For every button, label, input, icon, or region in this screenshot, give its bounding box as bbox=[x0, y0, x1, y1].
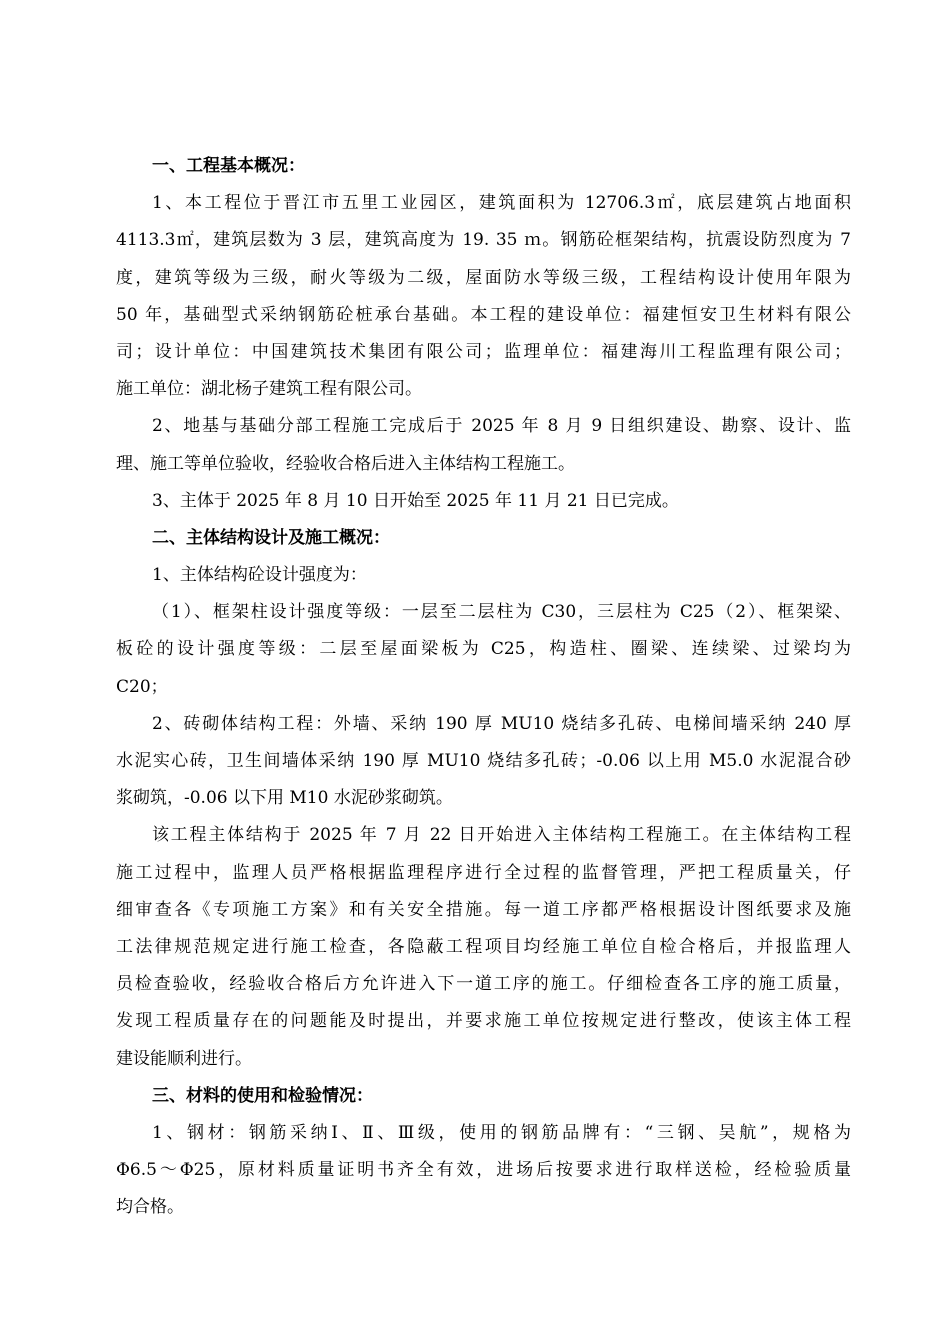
text-line: 浆砌筑，-0.06 以下用 M10 水泥砂浆砌筑。 bbox=[116, 788, 453, 809]
text-line: 4113.3㎡，建筑层数为 3 层，建筑高度为 19. 35 ｍ。钢筋砼框架结构，抗震设防烈度为 7 bbox=[116, 230, 851, 251]
text-line: 1、钢材：钢筋采纳Ⅰ、Ⅱ、Ⅲ级，使用的钢筋品牌有：“三钢、吴航”，规格为 bbox=[152, 1122, 851, 1143]
text-line: Φ6.5～Φ25，原材料质量证明书齐全有效，进场后按要求进行取样送检，经检验质量 bbox=[116, 1160, 851, 1181]
text-line: 均合格。 bbox=[116, 1197, 184, 1218]
text-line: 细审查各《专项施工方案》和有关安全措施。每一道工序都严格根据设计图纸要求及施 bbox=[116, 899, 851, 920]
text-line: 水泥实心砖，卫生间墙体采纳 190 厚 MU10 烧结多孔砖；-0.06 以上用 M5.0 水泥混合砂 bbox=[116, 751, 851, 771]
text-line: C20； bbox=[116, 676, 168, 697]
section-heading: 二、主体结构设计及施工概况： bbox=[152, 527, 390, 548]
section-heading: 一、工程基本概况： bbox=[152, 156, 305, 176]
text-line: 2、地基与基础分部工程施工完成后于 2025 年 8 月 9 日组织建设、勘察、设计、监 bbox=[152, 416, 851, 437]
text-line: （1）、框架柱设计强度等级：一层至二层柱为 C30，三层柱为 C25（2）、框架梁、 bbox=[152, 602, 851, 623]
text-line: 该工程主体结构于 2025 年 7 月 22 日开始进入主体结构工程施工。在主体结构工程 bbox=[152, 825, 851, 846]
document-body bbox=[116, 148, 851, 1226]
text-line: 2、砖砌体结构工程：外墙、采纳 190 厚 MU10 烧结多孔砖、电梯间墙采纳 240 厚 bbox=[152, 713, 851, 734]
text-line: 发现工程质量存在的问题能及时提出，并要求施工单位按规定进行整改，使该主体工程 bbox=[116, 1011, 851, 1032]
text-line: 50 年，基础型式采纳钢筋砼桩承台基础。本工程的建设单位：福建恒安卫生材料有限公 bbox=[116, 304, 851, 325]
text-line: 板砼的设计强度等级：二层至屋面梁板为 C25，构造柱、圈梁、连续梁、过梁均为 bbox=[116, 639, 851, 660]
text-line: 施工单位：湖北杨子建筑工程有限公司。 bbox=[116, 379, 422, 400]
section-heading: 三、材料的使用和检验情况： bbox=[152, 1085, 373, 1106]
text-line: 1、主体结构砼设计强度为： bbox=[152, 565, 367, 586]
text-line: 工法律规范规定进行施工检查，各隐蔽工程项目均经施工单位自检合格后，并报监理人 bbox=[116, 936, 851, 957]
text-line: 1、本工程位于晋江市五里工业园区，建筑面积为 12706.3㎡，底层建筑占地面积 bbox=[152, 193, 851, 214]
text-line: 度，建筑等级为三级，耐火等级为二级，屋面防水等级三级，工程结构设计使用年限为 bbox=[116, 267, 851, 288]
text-line: 施工过程中，监理人员严格根据监理程序进行全过程的监督管理，严把工程质量关，仔 bbox=[116, 862, 851, 883]
text-line: 员检查验收，经验收合格后方允许进入下一道工序的施工。仔细检查各工序的施工质量， bbox=[116, 974, 851, 995]
text-line: 司；设计单位：中国建筑技术集团有限公司；监理单位：福建海川工程监理有限公司； bbox=[116, 341, 851, 362]
text-line: 理、施工等单位验收，经验收合格后进入主体结构工程施工。 bbox=[116, 453, 575, 474]
text-line: 3、主体于 2025 年 8 月 10 日开始至 2025 年 11 月 21 日已完成。 bbox=[152, 490, 679, 511]
text-line: 建设能顺利进行。 bbox=[116, 1048, 252, 1069]
